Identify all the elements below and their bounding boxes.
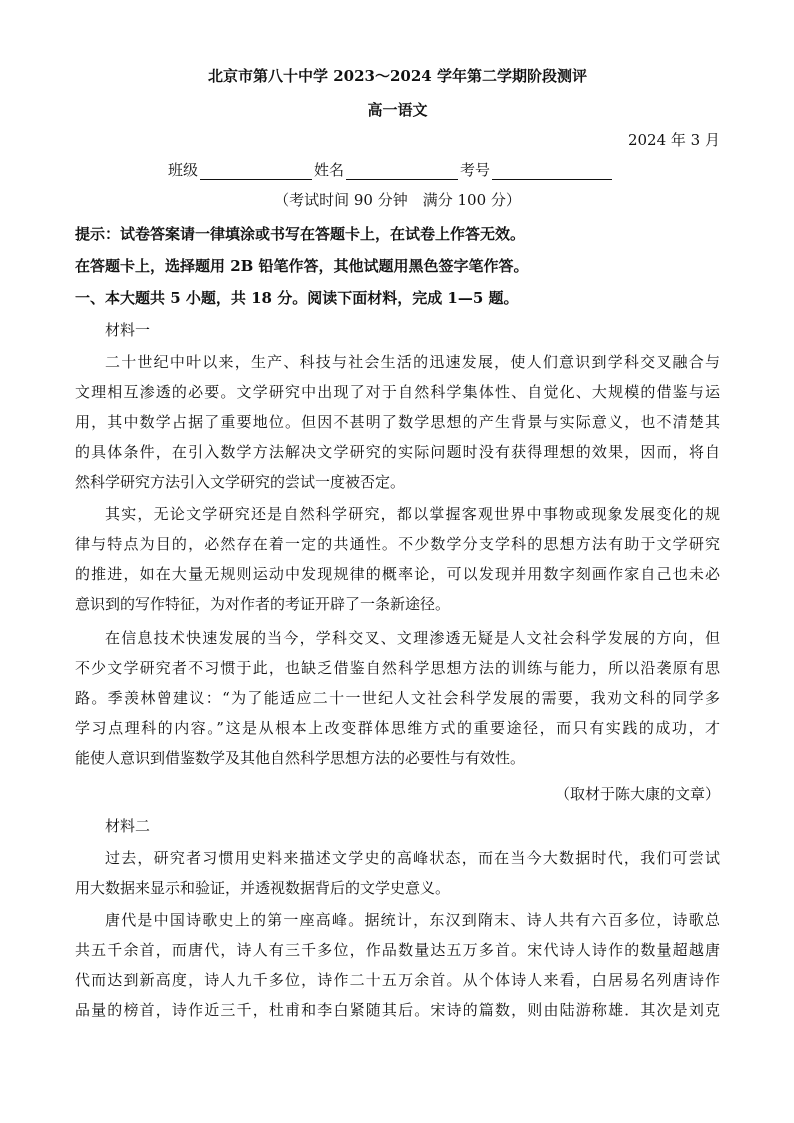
paragraph-line: 的推进，如在大量无规则运动中发现规律的概率论，可以发现并用数字刻画作家自己也未必 <box>75 565 720 583</box>
paragraph-line: 学习点理科的内容。”这是从根本上改变群体思维方式的重要途径，而只有实践的成功，才 <box>75 719 720 737</box>
paragraph-line: 律与特点为目的，必然存在着一定的共通性。不少数学分支学科的思想方法有助于文学研究 <box>75 535 720 553</box>
paragraph-line: 然科学研究方法引入文学研究的尝试一度被否定。 <box>75 473 406 491</box>
subject-title: 高一语文 <box>367 101 428 119</box>
paragraph-line: 用大数据来显示和验证，并透视数据背后的文学史意义。 <box>75 879 451 897</box>
material1-source: （取材于陈大康的文章） <box>554 785 720 803</box>
paragraph-line: 唐代是中国诗歌史上的第一座高峰。据统计，东汉到隋末、诗人共有六百多位，诗歌总 <box>105 911 720 929</box>
paragraph-line: 代而达到新高度，诗人九千多位，诗作二十五万余首。从个体诗人来看，白居易名列唐诗作 <box>75 971 720 989</box>
material2-label: 材料二 <box>105 817 151 835</box>
paragraph-line: 能使人意识到借鉴数学及其他自然科学思想方法的必要性与有效性。 <box>75 749 526 767</box>
paragraph-line: 二十世纪中叶以来，生产、科技与社会生活的迅速发展，使人们意识到学科交叉融合与 <box>105 353 720 371</box>
exam-no-label: 考号 <box>460 161 491 179</box>
paragraph-line: 路。季羡林曾建议：“为了能适应二十一世纪人文社会科学发展的需要，我劝文科的同学多 <box>75 689 720 707</box>
paragraph-line: 文理相互渗透的必要。文学研究中出现了对于自然科学集体性、自觉化、大规模的借鉴与运 <box>75 383 720 401</box>
material1-label: 材料一 <box>105 321 151 339</box>
paragraph-line: 在信息技术快速发展的当今，学科交叉、文理渗透无疑是人文社会科学发展的方向，但 <box>105 629 720 647</box>
exam-title: 北京市第八十中学 2023～2024 学年第二学期阶段测评 <box>208 67 587 85</box>
paragraph-line: 共五千余首，而唐代，诗人有三千多位，作品数量达五万多首。宋代诗人诗作的数量超越唐 <box>75 941 720 959</box>
class-label: 班级 <box>168 161 199 179</box>
exam-no-blank <box>492 163 612 180</box>
paragraph-line: 品量的榜首，诗作近三千，杜甫和李白紧随其后。宋诗的篇数，则由陆游称雄．其次是刘克 <box>75 1001 720 1019</box>
paragraph-line: 过去，研究者习惯用史料来描述文学史的高峰状态，而在当今大数据时代，我们可尝试 <box>105 849 720 867</box>
name-label: 姓名 <box>314 161 345 179</box>
notice-line-1: 提示：试卷答案请一律填涂或书写在答题卡上，在试卷上作答无效。 <box>75 225 526 243</box>
class-blank <box>200 163 312 180</box>
paragraph-line: 意识到的写作特征，为对作者的考证开辟了一条新途径。 <box>75 595 451 613</box>
paragraph-line: 其实，无论文学研究还是自然科学研究，都以掌握客观世界中事物或现象发展变化的规 <box>105 505 720 523</box>
paragraph-line: 用，其中数学占据了重要地位。但因不甚明了数学思想的产生背景与实际意义，也不清楚其 <box>75 413 720 431</box>
student-info-row <box>168 160 614 180</box>
exam-date: 2024 年 3 月 <box>627 131 720 149</box>
paragraph-line: 不少文学研究者不习惯于此，也缺乏借鉴自然科学思想方法的训练与能力，所以沿袭原有思 <box>75 659 720 677</box>
paragraph-line: 的具体条件，在引入数学方法解决文学研究的实际问题时没有获得理想的效果，因而，将自 <box>75 443 720 461</box>
exam-time-note: （考试时间 90 分钟 满分 100 分） <box>274 191 521 209</box>
name-blank <box>346 163 458 180</box>
notice-line-2: 在答题卡上，选择题用 2B 铅笔作答，其他试题用黑色签字笔作答。 <box>75 257 529 275</box>
section-heading: 一、本大题共 5 小题，共 18 分。阅读下面材料，完成 1—5 题。 <box>75 289 519 307</box>
